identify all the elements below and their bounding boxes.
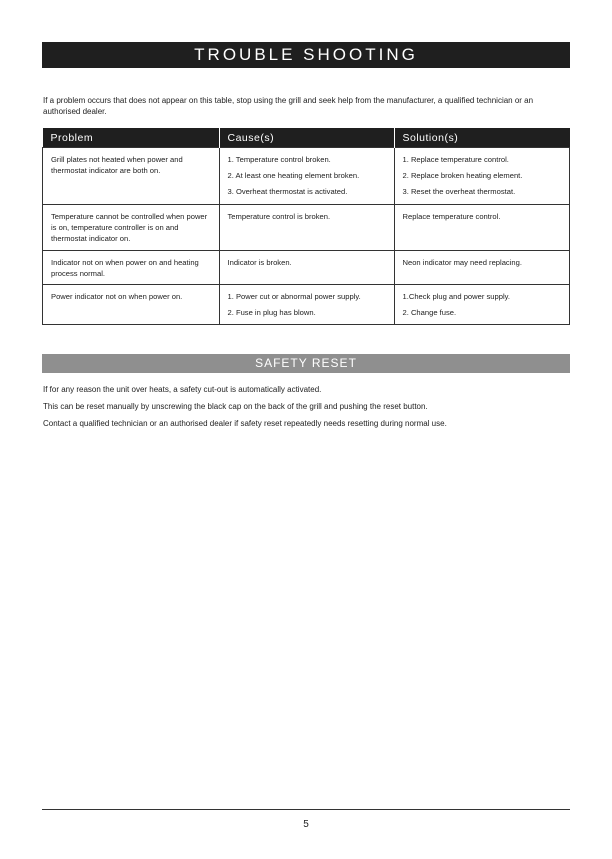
cause-item: 2. Fuse in plug has blown. <box>227 308 316 317</box>
solutions-cell <box>394 285 570 325</box>
troubleshooting-table <box>42 128 570 325</box>
cause-item: 3. Overheat thermostat is activated. <box>227 187 348 196</box>
solution-item: 2. Change fuse. <box>402 308 457 317</box>
causes-cell <box>219 205 394 251</box>
solution-item: Replace temperature control. <box>402 212 501 221</box>
solution-item: Neon indicator may need replacing. <box>402 258 522 267</box>
table-row <box>43 205 570 251</box>
table-row <box>43 148 570 205</box>
causes-cell <box>219 251 394 285</box>
safety-reset-body <box>43 385 569 436</box>
cause-item: 2. At least one heating element broken. <box>227 171 360 180</box>
table-row <box>43 285 570 325</box>
solutions-cell <box>394 148 570 205</box>
cause-item: 1. Temperature control broken. <box>227 155 331 164</box>
table-header-row <box>43 128 570 148</box>
intro-text: If a problem occurs that does not appear on this table, stop using the grill and seek help from the manufacturer, a qualified technician or an authorised dealer. <box>43 96 534 116</box>
problem-cell: Indicator not on when power on and heating process normal. <box>43 251 220 285</box>
header-problem: Problem <box>43 128 220 148</box>
cause-item: Indicator is broken. <box>227 258 292 267</box>
solution-item: 1.Check plug and power supply. <box>402 292 511 301</box>
safety-paragraph: This can be reset manually by unscrewing the black cap on the back of the grill and pushing the reset button. <box>43 402 428 411</box>
causes-cell <box>219 148 394 205</box>
solution-item: 2. Replace broken heating element. <box>402 171 523 180</box>
header-causes: Cause(s) <box>219 128 394 148</box>
footer-divider <box>42 809 570 810</box>
safety-paragraph: If for any reason the unit over heats, a safety cut-out is automatically activated. <box>43 385 322 394</box>
cause-item: Temperature control is broken. <box>227 212 331 221</box>
causes-cell <box>219 285 394 325</box>
solutions-cell <box>394 205 570 251</box>
safety-paragraph: Contact a qualified technician or an authorised dealer if safety reset repeatedly needs resetting during normal use. <box>43 419 447 428</box>
safety-reset-heading: SAFETY RESET <box>42 354 570 373</box>
page-number: 5 <box>303 819 309 830</box>
solution-item: 1. Replace temperature control. <box>402 155 509 164</box>
header-solutions: Solution(s) <box>394 128 570 148</box>
table-row <box>43 251 570 285</box>
solutions-cell <box>394 251 570 285</box>
problem-cell: Grill plates not heated when power and thermostat indicator are both on. <box>43 148 220 205</box>
problem-cell: Power indicator not on when power on. <box>43 285 220 325</box>
problem-cell: Temperature cannot be controlled when power is on, temperature controller is on and thermostat indicator on. <box>43 205 220 251</box>
cause-item: 1. Power cut or abnormal power supply. <box>227 292 361 301</box>
page-title: TROUBLE SHOOTING <box>42 42 570 68</box>
solution-item: 3. Reset the overheat thermostat. <box>402 187 516 196</box>
